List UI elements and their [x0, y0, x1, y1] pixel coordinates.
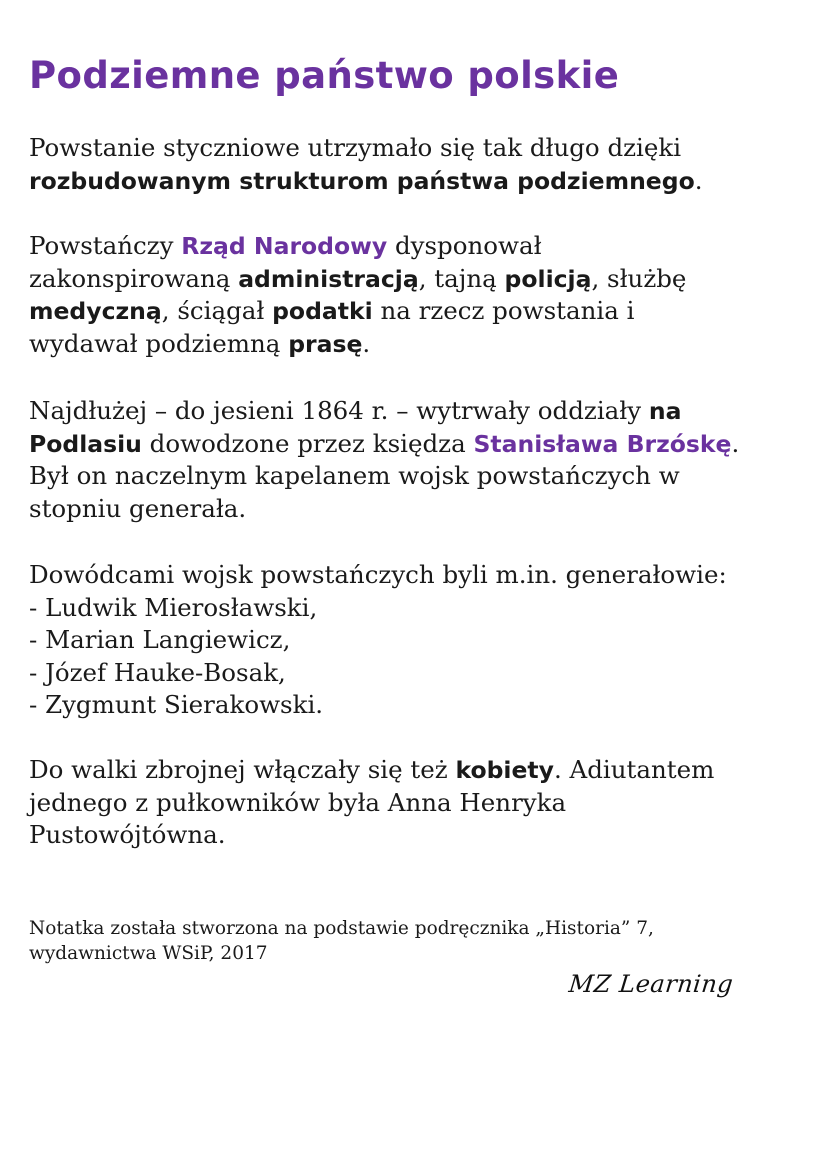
text-line: Dowódcami wojsk powstańczych byli m.in. generałowie:: [29, 560, 727, 589]
text-line: [29, 787, 714, 820]
page-title: Podziemne państwo polskie: [29, 54, 620, 97]
text: .: [362, 328, 371, 358]
paragraph-intro: [29, 132, 703, 197]
bold-text: rozbudowanym strukturom państwa podziemnego: [29, 166, 695, 195]
bold-text: policją: [504, 264, 592, 293]
bold-text: Podlasiu: [29, 429, 142, 458]
text: Do walki zbrojnej włączały się też: [29, 755, 456, 784]
text: dowodzone przez księdza: [141, 428, 474, 458]
text-line: [29, 263, 686, 296]
text-line: [29, 460, 739, 493]
list-item: - Józef Hauke-Bosak,: [29, 657, 286, 687]
text: , tajną: [418, 263, 505, 293]
bold-text: prasę: [288, 329, 363, 358]
text-line: [29, 428, 739, 461]
text: Powstanie styczniowe utrzymało się tak długo dzięki: [29, 133, 682, 162]
note-line: wydawnictwa WSiP, 2017: [29, 943, 268, 964]
text: . Adiutantem: [553, 755, 715, 784]
text-line: [29, 165, 703, 198]
note-line: Notatka została stworzona na podstawie podręcznika „Historia” 7,: [29, 918, 654, 939]
paragraph-commanders: [29, 559, 727, 722]
text: wydawał podziemną: [29, 328, 289, 358]
list-item: - Zygmunt Sierakowski.: [29, 690, 324, 719]
text-line: [29, 395, 739, 428]
text: Pustowójtówna.: [29, 820, 226, 849]
bold-text: medyczną: [29, 297, 162, 325]
text: zakonspirowaną: [29, 263, 239, 293]
paragraph-podlasie: [29, 395, 739, 525]
text-line: [29, 819, 714, 852]
text: , ściągał: [161, 296, 273, 325]
list-item: - Ludwik Mierosławski,: [29, 592, 318, 622]
text-line: [29, 132, 703, 165]
text: na rzecz powstania i: [372, 296, 635, 325]
source-note: [29, 916, 654, 966]
bold-text: podatki: [272, 297, 373, 325]
bold-text: na: [648, 397, 682, 425]
text: Najdłużej – do jesieni 1864 r. – wytrwały oddziały: [29, 396, 649, 425]
text: jednego z pułkowników była Anna Henryka: [29, 787, 567, 817]
paragraph-government: [29, 230, 686, 360]
text-line: [29, 754, 714, 787]
text: Powstańczy: [29, 231, 182, 260]
bold-text: kobiety: [455, 756, 554, 784]
text: , służbę: [591, 263, 687, 293]
highlight-text: Stanisława Brzóskę: [473, 429, 732, 458]
text: dysponował: [387, 231, 542, 260]
text: .: [694, 165, 703, 195]
list-item: - Marian Langiewicz,: [29, 625, 291, 654]
highlight-text: Rząd Narodowy: [181, 232, 388, 260]
text-line: [29, 295, 686, 328]
text-line: [29, 493, 739, 526]
text: Był on naczelnym kapelanem wojsk powstańczych w: [29, 461, 680, 490]
text-line: [29, 328, 686, 361]
text-line: [29, 230, 686, 263]
text: .: [731, 428, 740, 458]
text: stopniu generała.: [29, 493, 247, 523]
paragraph-women: [29, 754, 714, 852]
brand-signature: MZ Learning: [567, 970, 735, 998]
bold-text: administracją: [238, 264, 419, 293]
